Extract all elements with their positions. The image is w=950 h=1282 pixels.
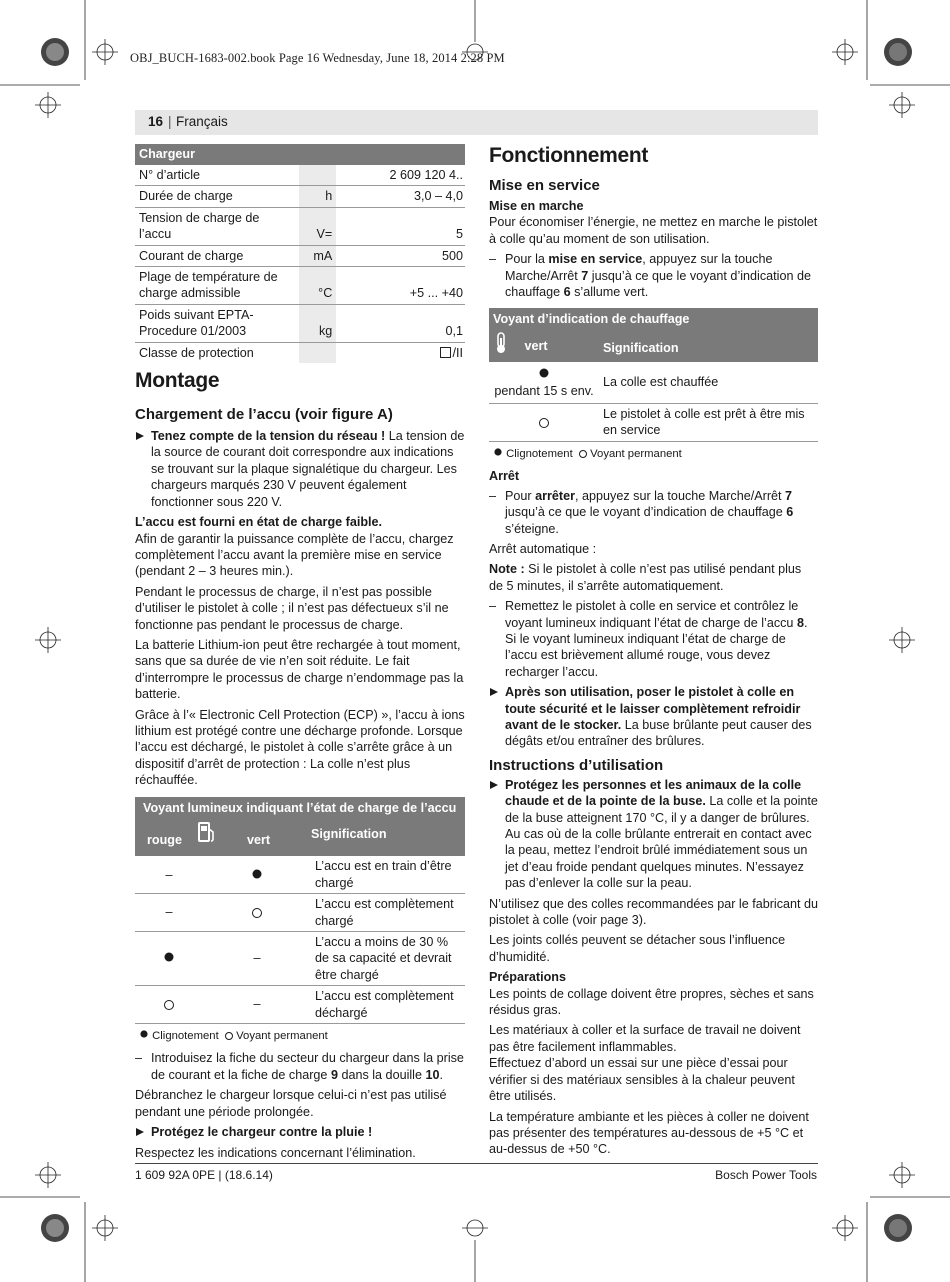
text: , appuyez sur la touche Marche/Arrêt <box>575 488 786 503</box>
spec-value: 3,0 – 4,0 <box>336 186 465 207</box>
steady-led-icon <box>164 1000 174 1010</box>
heading-instructions: Instructions d’utilisation <box>489 756 664 774</box>
spec-label: Classe de protection <box>139 345 254 360</box>
table-row <box>135 932 465 986</box>
protection-class-icon <box>440 347 451 358</box>
paragraph: La température ambiante et les pièces à coller ne doivent pas présenter des températures au-dessous de +5 °C et au-dessus de +50 °C. <box>489 1109 809 1157</box>
led-meaning: L’accu est en train d’être chargé <box>311 856 465 893</box>
heading-mise-service: Mise en service <box>489 177 600 194</box>
text: Pour la <box>505 252 549 267</box>
paragraph: Arrêt automatique : <box>489 541 597 556</box>
legend-steady: Voyant permanent <box>590 447 682 460</box>
ref-number: 6 <box>563 285 571 300</box>
paragraph: Respectez les indications concernant l’élimination. <box>135 1145 416 1160</box>
spec-unit: h <box>299 186 336 207</box>
heading-mise-marche: Mise en marche <box>489 199 584 213</box>
led-col-colors <box>135 816 299 856</box>
led-green <box>203 856 311 893</box>
heat-col-green <box>489 330 599 362</box>
text: jusqu’à ce que le voyant d’indication de chauffage <box>505 505 787 520</box>
heading-faible: L’accu est fourni en état de charge faible. <box>135 515 383 530</box>
spec-unit: °C <box>299 267 336 305</box>
heat-table-title: Voyant d’indication de chauffage <box>493 312 690 327</box>
heading-chargement: Chargement de l’accu (voir figure A) <box>135 406 393 424</box>
col-red: rouge <box>147 833 182 847</box>
warning-pluie <box>135 1124 465 1140</box>
led-table-title: Voyant lumineux indiquant l’état de charge de l’accu <box>143 800 457 815</box>
heat-meaning: La colle est chauffée <box>599 362 818 403</box>
heat-duration: pendant 15 s env. <box>494 383 594 398</box>
spec-unit: V= <box>299 207 336 245</box>
left-column <box>135 144 465 1165</box>
text: Introduisez la fiche du secteur du chargeur dans la prise de courant et la fiche de charge <box>151 1051 464 1082</box>
heading-preparations: Préparations <box>489 970 566 985</box>
paragraph: Pendant le processus de charge, il n’est pas possible d’utiliser le pistolet à colle ; il n’est pas défectueux s’il ne fonctionne pas pendant le processus de charge. <box>135 584 449 632</box>
heating-led-table <box>489 308 818 441</box>
text-bold: arrêter <box>535 488 576 503</box>
spec-label: Poids suivant EPTA-Procedure 01/2003 <box>135 304 299 342</box>
header-language: Français <box>176 114 228 129</box>
spec-label: Durée de charge <box>135 186 299 207</box>
blinking-led-icon <box>164 952 174 962</box>
warning-bold: Tenez compte de la tension du réseau ! <box>151 429 386 444</box>
footer-left: 1 609 92A 0PE | (18.6.14) <box>135 1168 273 1182</box>
table-row <box>135 856 465 893</box>
text: Remettez le pistolet à colle en service et contrôlez le voyant lumineux indiquant l’état de charge de l’accu <box>505 599 799 630</box>
warning-text: La buse brûlante peut causer des dégâts et/ou entraîner des brûlures. <box>505 717 812 749</box>
table-row <box>135 165 465 186</box>
section-montage: Montage <box>135 369 220 393</box>
spec-label: Plage de température de charge admissible <box>135 267 299 305</box>
footer-rule <box>135 1163 818 1164</box>
legend-steady: Voyant permanent <box>236 1030 328 1043</box>
ref-number: 7 <box>785 488 793 503</box>
text-bold: mise en service <box>548 252 643 267</box>
paragraph: La batterie Lithium-ion peut être rechargée à tout moment, sans que sa durée de vie n’en soit réduite. Le fait d’interrompre le processus de charge n’endommage pas la batterie. <box>135 637 464 702</box>
steady-led-icon <box>579 450 587 458</box>
paragraph: Débranchez le chargeur lorsque celui-ci n’est pas utilisé pendant une période prolongée. <box>135 1088 447 1119</box>
warning-text: La colle et la pointe de la buse atteignent 170 °C, il y a danger de brûlures. Au cas où de la colle brûlante entrerait en contact avec la peau, mettez l’endroit brûlé immédiatement sous un jet d’eau froide pendant quelques minutes. N’essayez pas d’enlever la colle sur la peau. <box>505 794 818 891</box>
heat-meaning: Le pistolet à colle est prêt à être mis en service <box>599 404 818 442</box>
table-row <box>135 894 465 932</box>
led-red <box>135 932 203 986</box>
instruction-dash: – Remettez le pistolet à colle en service et contrôlez le voyant lumineux indiquant l’état de charge de l’accu 8. <box>489 599 808 630</box>
led-green: – <box>203 986 311 1024</box>
battery-led-rows <box>135 856 465 1024</box>
table-row <box>489 362 818 403</box>
ref-number: 7 <box>581 268 589 283</box>
ref-number: 10 <box>425 1067 440 1082</box>
steady-led-icon <box>539 418 549 428</box>
blinking-led-icon <box>539 368 549 378</box>
col-meaning: Signification <box>311 827 387 841</box>
instruction-dash: – Pour la mise en service, appuyez sur la touche Marche/Arrêt 7 jusqu’à ce que le voyant d’indication de chauffage 6 s’allume vert. <box>489 252 811 300</box>
note-bold: Note : <box>489 562 525 577</box>
paragraph: Les points de collage doivent être propres, sèches et sans résidus gras. <box>489 986 814 1018</box>
table-row <box>135 186 465 207</box>
blinking-led-icon <box>140 1030 148 1038</box>
led-meaning: L’accu est complètement chargé <box>311 894 465 932</box>
text: s’allume vert. <box>570 285 649 300</box>
spec-value: 0,1 <box>336 304 465 342</box>
heat-state <box>489 404 599 442</box>
spec-value: 5 <box>336 207 465 245</box>
warning-bold: Protégez le chargeur contre la pluie ! <box>151 1125 373 1140</box>
spec-value <box>336 342 465 363</box>
text: , appuyez sur la touche Marche/Arrêt <box>505 252 773 283</box>
text: dans la douille <box>337 1067 426 1082</box>
footer-right: Bosch Power Tools <box>715 1168 817 1182</box>
table-row <box>489 404 818 442</box>
steady-led-icon <box>252 908 262 918</box>
col-green: vert <box>524 338 548 353</box>
text: s’éteigne. <box>505 521 559 536</box>
paragraph: N’utilisez que des colles recommandées par le fabricant du pistolet à colle (voir page 3). <box>489 896 819 928</box>
spec-label: Courant de charge <box>135 245 299 266</box>
led-green: – <box>203 932 311 986</box>
warning-bold: Protégez les personnes et les animaux de la colle chaude et de la pointe de la buse. <box>505 777 802 809</box>
spec-unit: mA <box>299 245 336 266</box>
charger-table-title: Chargeur <box>135 144 465 165</box>
paragraph: Si le voyant lumineux indiquant l’état de charge de l’accu est brièvement allumé rouge, vous devez recharger l’accu. <box>505 631 786 679</box>
steady-led-icon <box>225 1032 233 1040</box>
paragraph: Effectuez d’abord un essai sur une pièce d’essai pour vérifier si des matériaux sensibles à la chaleur peuvent être utilisés. <box>489 1056 795 1104</box>
text: Pour <box>505 488 536 503</box>
text: jusqu’à ce que le voyant d’indication de chauffage <box>505 268 811 300</box>
text: . <box>803 615 808 630</box>
battery-led-table <box>135 797 465 857</box>
heat-legend <box>493 446 818 462</box>
ref-number: 6 <box>786 505 794 520</box>
paragraph: Les joints collés peuvent se détacher sous l’influence d’humidité. <box>489 933 786 964</box>
table-row <box>135 342 465 363</box>
spec-value: 2 609 120 4.. <box>336 165 465 186</box>
heat-state <box>489 362 599 403</box>
led-red: – <box>135 894 203 932</box>
legend-blink: Clignotement <box>152 1030 219 1043</box>
col-meaning: Signification <box>603 340 679 355</box>
spec-label: N° d’article <box>135 165 299 186</box>
page-number: 16 <box>148 114 164 129</box>
warning-bold: Après son utilisation, poser le pistolet à colle en toute sécurité et le laisser complètement refroidir avant de le stocker. <box>505 685 801 732</box>
header-separator: | <box>168 114 172 129</box>
col-green: vert <box>246 833 271 847</box>
text: . <box>439 1067 443 1082</box>
table-row <box>135 986 465 1024</box>
spec-value: 500 <box>336 245 465 266</box>
legend-blink: Clignotement <box>506 447 573 460</box>
print-slug: OBJ_BUCH-1683-002.book Page 16 Wednesday, June 18, 2014 2:28 PM <box>130 51 505 65</box>
spec-value: +5 ... +40 <box>336 267 465 305</box>
section-fonctionnement: Fonctionnement <box>489 144 649 167</box>
instruction-dash: – Introduisez la fiche du secteur du chargeur dans la prise de courant et la fiche de charge 9 dans la douille 10. <box>135 1051 464 1082</box>
paragraph: Pour économiser l’énergie, ne mettez en marche le pistolet à colle qu’au moment de son utilisation. <box>489 215 818 246</box>
warning-stockage <box>489 684 818 750</box>
blinking-led-icon <box>494 448 502 456</box>
led-col-spacer <box>299 816 307 856</box>
led-legend <box>139 1028 465 1044</box>
thermometer-icon <box>495 332 507 358</box>
paragraph: Grâce à l’« Electronic Cell Protection (ECP) », l’accu à ions lithium est protégé contre une décharge profonde. Lorsque l’accu est déchargé, le pistolet à colle s’arrête grâce à un dispositif d’arrêt de protection : La colle n’est plus réchauffée. <box>135 707 465 788</box>
spec-unit <box>299 165 336 186</box>
paragraph: Afin de garantir la puissance complète de l’accu, chargez complètement l’accu avant la première mise en service (pendant 2 – 3 heures min.). <box>135 531 454 579</box>
table-row <box>135 267 465 305</box>
led-meaning: L’accu a moins de 30 % de sa capacité et devrait être chargé <box>311 932 465 986</box>
spec-unit: kg <box>299 304 336 342</box>
led-green <box>203 894 311 932</box>
led-red <box>135 986 203 1024</box>
warning-text: La tension de la source de courant doit correspondre aux indications se trouvant sur la plaque signalétique du chargeur. Les chargeurs marqués 230 V peuvent également fonctionner sous 220 V. <box>151 429 465 509</box>
ref-number: 8 <box>796 615 804 630</box>
spec-unit <box>299 342 336 363</box>
instruction-dash: – Pour arrêter, appuyez sur la touche Marche/Arrêt 7 jusqu’à ce que le voyant d’indication de chauffage 6 s’éteigne. <box>489 488 794 536</box>
ref-number: 9 <box>330 1067 338 1082</box>
paragraph: Les matériaux à coller et la surface de travail ne doivent pas être facilement inflammables. <box>489 1023 801 1054</box>
led-meaning: L’accu est complètement déchargé <box>311 986 465 1024</box>
charger-spec-table <box>135 144 465 363</box>
blinking-led-icon <box>252 869 262 879</box>
table-row <box>135 304 465 342</box>
warning-tension <box>135 428 465 510</box>
heading-arret: Arrêt <box>489 469 520 484</box>
warning-colle-chaude <box>489 777 818 892</box>
note <box>489 561 818 594</box>
led-red: – <box>135 856 203 893</box>
note-text: Si le pistolet à colle n’est pas utilisé pendant plus de 5 minutes, il s’arrête automatiquement. <box>489 562 802 593</box>
protection-class-value: /II <box>452 345 463 360</box>
fuel-pump-icon <box>197 820 215 840</box>
spec-label: Tension de charge de l’accu <box>135 207 299 245</box>
table-row <box>135 245 465 266</box>
table-row <box>135 207 465 245</box>
page-header <box>135 110 818 135</box>
right-column <box>489 144 818 1162</box>
